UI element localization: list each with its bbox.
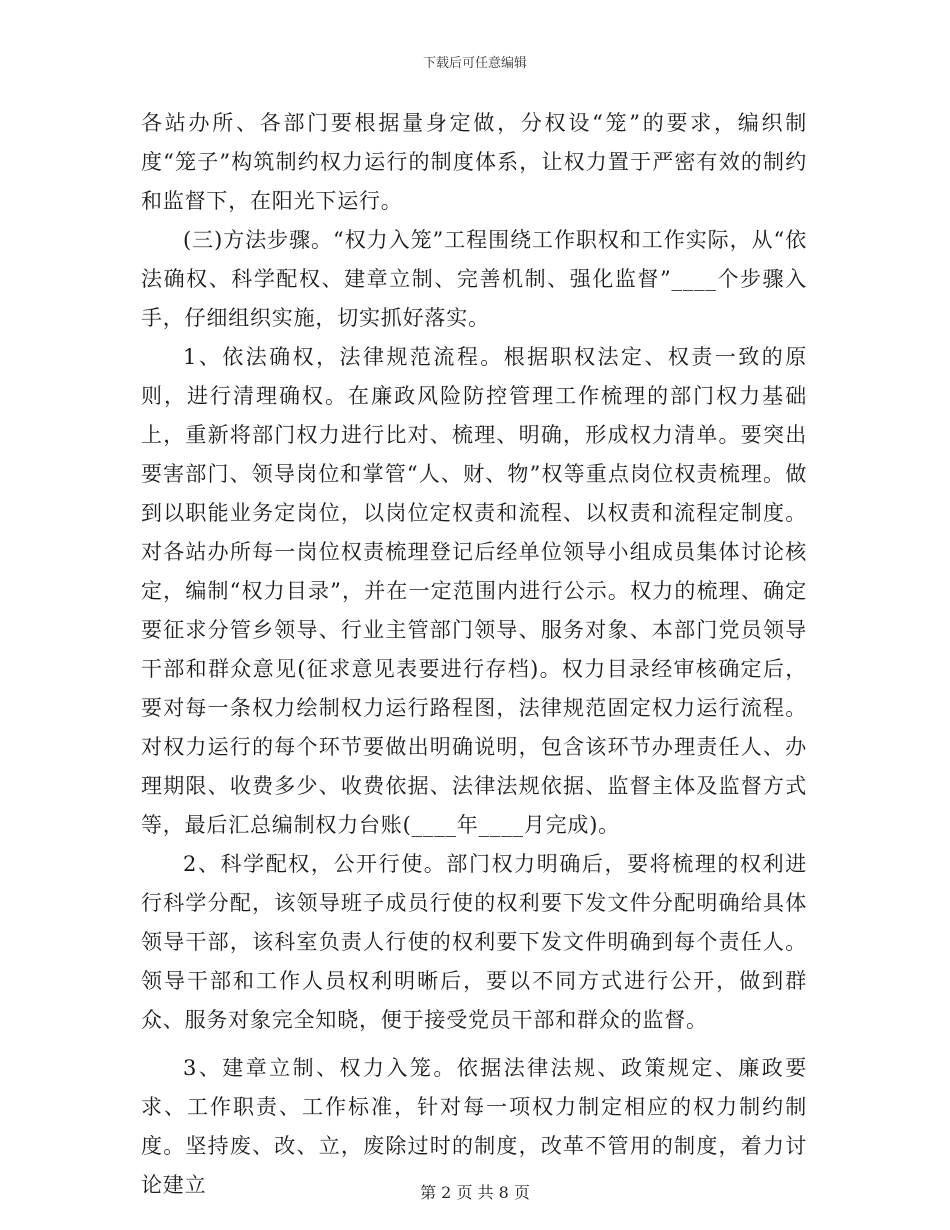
paragraph-continuation: 各站办所、各部门要根据量身定做，分权设“笼”的要求，编织制度“笼子”构筑制约权力运行的制度体系，让权力置于严密有效的制约和监督下，在阳光下运行。 — [141, 111, 807, 213]
page-header-note: 下载后可任意编辑 — [422, 56, 527, 71]
page-number: 第 2 页 共 8 页 — [420, 1183, 530, 1202]
paragraph-method-steps: (三)方法步骤。“权力入笼”工程围绕工作职权和工作实际，从“依法确权、科学配权、建章立制、完善机制、强化监督”____个步骤入手，仔细组织实施，切实抓好落实。 — [141, 228, 807, 330]
document-body — [141, 104, 807, 1205]
paragraph-step-3: 3、建章立制、权力入笼。依据法律法规、政策规定、廉政要求、工作职责、工作标准，针对每一项权力制定相应的权力制约制度。坚持废、改、立，废除过时的制度，改革不管用的制度，着力讨论建立 — [141, 1056, 807, 1197]
paragraph-step-1: 1、依法确权，法律规范流程。根据职权法定、权责一致的原则，进行清理确权。在廉政风险防控管理工作梳理的部门权力基础上，重新将部门权力进行比对、梳理、明确，形成权力清单。要突出要害部门、领导岗位和掌管“人、财、物”权等重点岗位权责梳理。做到以职能业务定岗位，以岗位定权责和流程、以权责和流程定制度。对各站办所每一岗位权责梳理登记后经单位领导小组成员集体讨论核定，编制“权力目录”，并在一定范围内进行公示。权力的梳理、确定要征求分管乡领导、行业主管部门领导、服务对象、本部门党员领导干部和群众意见(征求意见表要进行存档)。权力目录经审核确定后，要对每一条权力绘制权力运行路程图，法律规范固定权力运行流程。对权力运行的每个环节要做出明确说明，包含该环节办理责任人、办理期限、收费多少、收费依据、法律法规依据、监督主体及监督方式等，最后汇总编制权力台账(____年____月完成)。 — [141, 345, 807, 837]
paragraph-step-2: 2、科学配权，公开行使。部门权力明确后，要将梳理的权利进行科学分配，该领导班子成员行使的权利要下发文件分配明确给具体领导干部，该科室负责人行使的权利要下发文件明确到每个责任人。领导干部和工作人员权利明晰后，要以不同方式进行公开，做到群众、服务对象完全知晓，便于接受党员干部和群众的监督。 — [141, 852, 807, 1032]
